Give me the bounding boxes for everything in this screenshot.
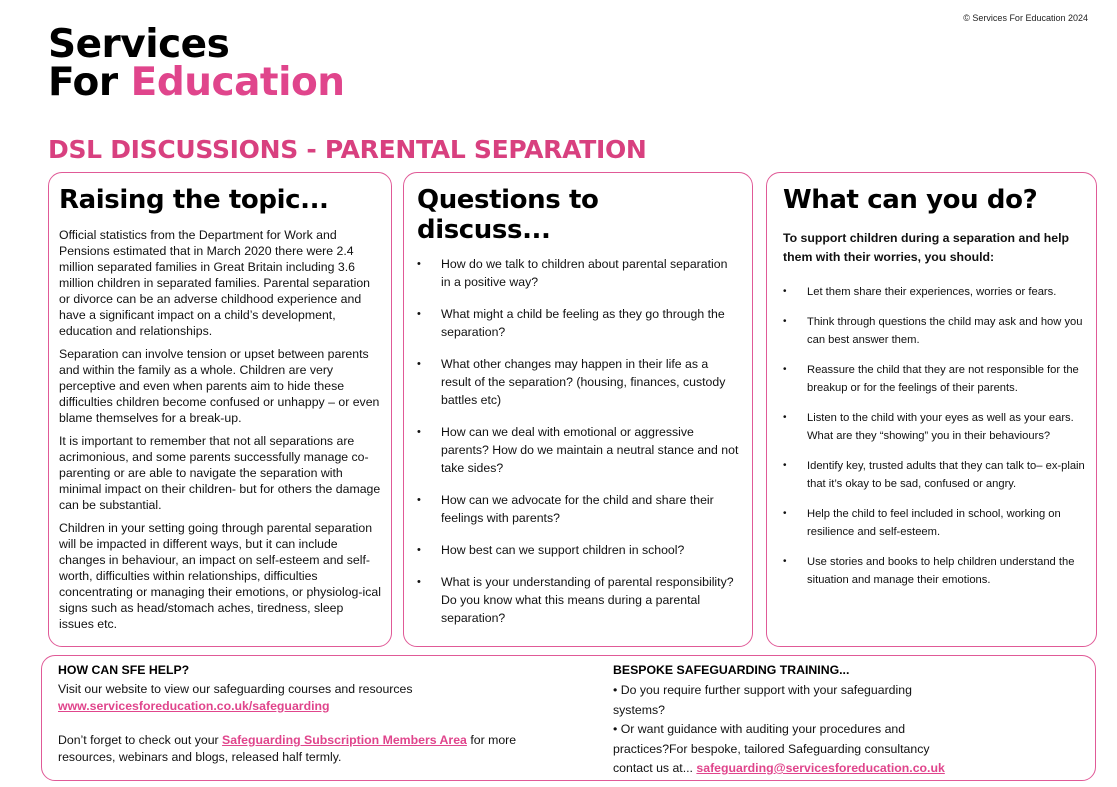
question-item: • What might a child be feeling as they go through the separation?	[417, 305, 740, 341]
safeguarding-email-link[interactable]: safeguarding@servicesforeducation.co.uk	[696, 761, 945, 775]
raising-paragraph: It is important to remember that not all separations are acrimonious, and some parents successfully manage co-parenting or are able to navigate the separation with minimal impact on their children- but for others the damage can be substantial.	[59, 434, 381, 512]
bespoke-training-section	[613, 662, 963, 779]
action-item: • Identify key, trusted adults that they can talk to– ex-plain that it’s okay to be sad, confused or angry.	[783, 457, 1086, 493]
action-item: • Reassure the child that they are not responsible for the breakup or for the feelings of their parents.	[783, 361, 1086, 397]
action-item: • Help the child to feel included in school, working on resilience and self-esteem.	[783, 505, 1086, 541]
sfe-logo	[48, 22, 345, 105]
questions-card	[403, 172, 753, 647]
bespoke-training-heading: BESPOKE SAFEGUARDING TRAINING...	[613, 663, 850, 677]
raising-topic-heading: Raising the topic...	[59, 185, 329, 215]
question-item: • How do we talk to children about parental separation in a positive way?	[417, 255, 740, 291]
logo-line-2	[48, 60, 345, 105]
members-area-link[interactable]: Safeguarding Subscription Members Area	[222, 733, 467, 747]
sfe-help-section	[58, 662, 538, 766]
members-area-text	[58, 732, 538, 766]
training-bullet-contact	[613, 720, 963, 779]
safeguarding-website-link[interactable]: www.servicesforeducation.co.uk/safeguarding	[58, 699, 330, 713]
question-item: • How best can we support children in school?	[417, 541, 740, 559]
questions-heading: Questions to discuss...	[417, 185, 599, 245]
training-bullet-text: • Or want guidance with auditing your procedures and practices?For bespoke, tailored Safeguarding consultancy contact us at...	[613, 722, 930, 775]
page-title: DSL DISCUSSIONS - PARENTAL SEPARATION	[48, 135, 647, 164]
training-bullet: • Do you require further support with your safeguarding systems?	[613, 683, 912, 717]
members-prefix: Don’t forget to check out your	[58, 733, 223, 747]
members-suffix: for more resources, webinars and blogs, released half termly.	[58, 733, 517, 764]
action-item: • Think through questions the child may ask and how you can best answer them.	[783, 313, 1086, 349]
question-item: • How can we advocate for the child and share their feelings with parents?	[417, 491, 740, 527]
raising-paragraph: Official statistics from the Department for Work and Pensions estimated that in March 2020 there were 2.4 million separated families in Great Britain including 3.6 million children in separated families. Parental separation or divorce can be an adverse childhood experience and have a significant impact on a child’s development, education and relationships.	[59, 228, 371, 338]
sfe-help-heading: HOW CAN SFE HELP?	[58, 663, 190, 677]
actions-intro: To support children during a separation and help them with their worries, you should:	[783, 231, 1070, 264]
question-item: • What is your understanding of parental responsibility? Do you know what this means during a parental separation?	[417, 573, 740, 627]
actions-list	[783, 283, 1086, 589]
logo-line-1: Services	[48, 22, 230, 67]
raising-paragraph: Separation can involve tension or upset between parents and within the family as a whole. Children are very perceptive and even when parents aim to hide these difficulties children become confused or unhappy – or even blame themselves for a break-up.	[59, 347, 380, 425]
raising-paragraph: Children in your setting going through parental separation will be impacted in different ways, but it can include changes in behaviour, an impact on self-esteem and self-worth, difficulties within relationships, difficulties concentrating or managing their emotions, or physiolog-ical signs such as head/stomach aches, tiredness, sleep issues etc.	[59, 521, 381, 631]
logo-education: Education	[130, 60, 345, 105]
footer-box	[41, 655, 1096, 781]
what-can-you-do-heading: What can you do?	[783, 185, 1038, 215]
question-item: • What other changes may happen in their life as a result of the separation? (housing, finances, custody battles etc)	[417, 355, 740, 409]
question-item: • How can we deal with emotional or aggressive parents? How do we maintain a neutral stance and not take sides?	[417, 423, 740, 477]
logo-for: For	[48, 60, 131, 105]
raising-topic-card	[48, 172, 392, 647]
questions-list	[417, 255, 740, 627]
copyright-notice: © Services For Education 2024	[963, 13, 1088, 23]
action-item: • Listen to the child with your eyes as well as your ears. What are they “showing” you in their behaviours?	[783, 409, 1086, 445]
what-can-you-do-card	[766, 172, 1097, 647]
action-item: • Let them share their experiences, worries or fears.	[783, 283, 1086, 301]
action-item: • Use stories and books to help children understand the situation and manage their emotions.	[783, 553, 1086, 589]
website-intro-text: Visit our website to view our safeguarding courses and resources	[58, 682, 413, 696]
